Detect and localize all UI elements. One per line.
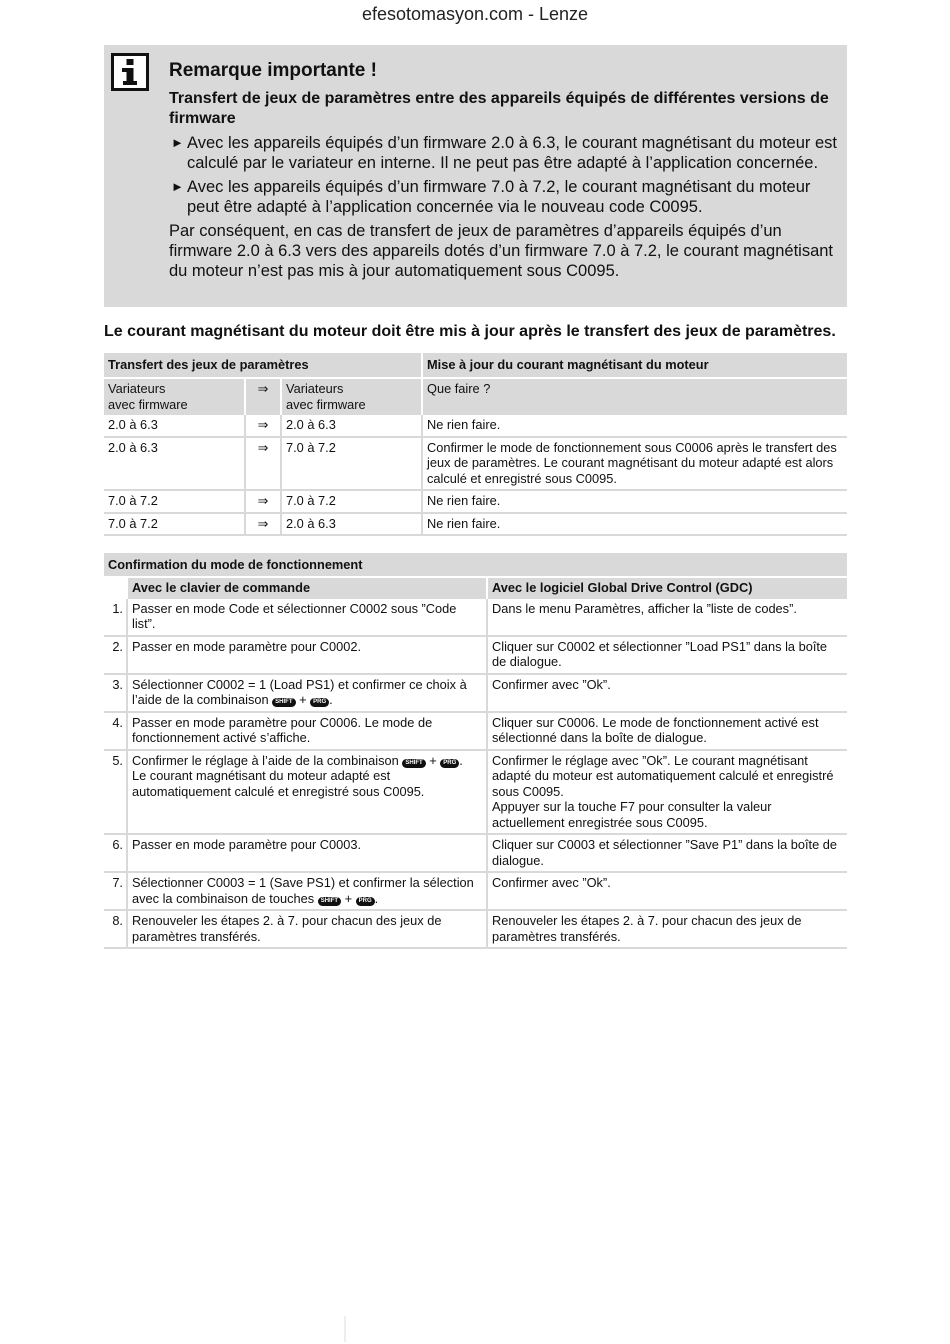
table-row — [104, 911, 847, 949]
step-text: Confirmer le réglage à l’aide de la combinaison — [132, 752, 399, 768]
step-keypad — [128, 751, 488, 836]
arrow-icon: ⇒ — [246, 415, 282, 438]
page-mark — [344, 1316, 346, 1342]
step-keypad: Passer en mode paramètre pour C0003. — [128, 835, 488, 873]
step-number: 3. — [104, 675, 128, 713]
step-number: 5. — [104, 751, 128, 836]
step-gdc: Cliquer sur C0002 et sélectionner ”Load PS1” dans la boîte de dialogue. — [488, 637, 847, 675]
row-from: 2.0 à 6.3 — [104, 415, 246, 438]
step-gdc: Dans le menu Paramètres, afficher la ”liste de codes”. — [488, 599, 847, 637]
note-subtitle: Transfert de jeux de paramètres entre des appareils équipés de différentes versions de firmware — [169, 90, 829, 127]
arrow-icon: ⇒ — [246, 514, 282, 537]
step-keypad: Passer en mode paramètre pour C0002. — [128, 637, 488, 675]
col-keypad: Avec le clavier de commande — [128, 576, 488, 599]
row-action: Confirmer le mode de fonctionnement sous C0006 après le transfert des jeux de paramètres. Le courant magnétisant du moteur adapté est alors calculé et enregistré sous C0095. — [423, 438, 847, 492]
num-header — [104, 576, 128, 599]
table-row — [104, 835, 847, 873]
row-action: Ne rien faire. — [423, 514, 847, 537]
prg-key-icon: PRG — [356, 897, 375, 906]
confirm-title: Confirmation du mode de fonctionnement — [104, 553, 847, 576]
step-gdc-extra: Appuyer sur la touche F7 pour consulter la valeur actuellement enregistrée sous C0095. — [492, 799, 772, 830]
transfer-header-left: Transfert des jeux de paramètres — [104, 353, 423, 377]
table-row — [104, 873, 847, 911]
step-number: 7. — [104, 873, 128, 911]
step-text-end: . — [459, 752, 463, 768]
step-text: Sélectionner C0003 = 1 (Save PS1) et confirmer la sélection avec la combinaison de touches — [132, 875, 474, 906]
important-note — [104, 45, 847, 307]
col-gdc: Avec le logiciel Global Drive Control (GDC) — [488, 576, 847, 599]
table-row — [104, 514, 847, 537]
step-text-end: . — [374, 890, 379, 906]
row-from: 7.0 à 7.2 — [104, 514, 246, 537]
table-row — [104, 415, 847, 438]
sub-what: Que faire ? — [423, 377, 847, 415]
row-to: 2.0 à 6.3 — [282, 514, 423, 537]
step-gdc: Confirmer avec ”Ok”. — [488, 873, 847, 911]
bullet-text: Avec les appareils équipés d’un firmware 7.0 à 7.2, le courant magnétisant du moteur peut être adapté à l’application concernée via le nouveau code C0095. — [187, 178, 811, 216]
table-row — [104, 751, 847, 836]
step-keypad: Passer en mode Code et sélectionner C0002 sous ”Code list”. — [128, 599, 488, 637]
arrow-icon: ⇒ — [246, 377, 282, 415]
note-bullet — [169, 133, 839, 173]
step-number: 1. — [104, 599, 128, 637]
note-paragraph: Par conséquent, en cas de transfert de jeux de paramètres d’appareils équipés d’un firmware 2.0 à 6.3 vers des appareils dotés d’un firmware 7.0 à 7.2, le courant magnétisant du moteur n’est pas mis à jour automatiquement sous C0095. — [169, 222, 834, 280]
plus-sign: + — [344, 890, 353, 906]
step-gdc: Renouveler les étapes 2. à 7. pour chacun des jeux de paramètres transférés. — [488, 911, 847, 949]
row-from: 2.0 à 6.3 — [104, 438, 246, 492]
step-gdc: Cliquer sur C0003 et sélectionner ”Save P1” dans la boîte de dialogue. — [488, 835, 847, 873]
step-gdc-text: Confirmer le réglage avec ”Ok”. Le courant magnétisant adapté du moteur est automatiquement calculé et enregistré sous C0095. — [492, 752, 834, 799]
sub-to: Variateurs avec firmware — [282, 377, 423, 415]
step-keypad: Passer en mode paramètre pour C0006. Le mode de fonctionnement activé s’affiche. — [128, 713, 488, 751]
prg-key-icon: PRG — [310, 698, 329, 707]
step-text-extra: Le courant magnétisant du moteur adapté est automatiquement calculé et enregistré sous C0095. — [132, 768, 425, 799]
table-row — [104, 675, 847, 713]
info-icon — [111, 53, 149, 91]
transfer-header-right: Mise à jour du courant magnétisant du moteur — [423, 353, 847, 377]
note-title: Remarque importante ! — [169, 60, 377, 81]
shift-key-icon: SHIFT — [402, 759, 425, 768]
table-row — [104, 713, 847, 751]
step-keypad: Renouveler les étapes 2. à 7. pour chacun des jeux de paramètres transférés. — [128, 911, 488, 949]
plus-sign: + — [429, 752, 437, 768]
transfer-table — [104, 353, 847, 536]
step-number: 4. — [104, 713, 128, 751]
table-row — [104, 438, 847, 492]
table-row — [104, 637, 847, 675]
step-gdc: Cliquer sur C0006. Le mode de fonctionnement activé est sélectionné dans la boîte de dialogue. — [488, 713, 847, 751]
prg-key-icon: PRG — [440, 759, 459, 768]
row-to: 2.0 à 6.3 — [282, 415, 423, 438]
step-keypad — [128, 675, 488, 713]
shift-key-icon: SHIFT — [272, 698, 295, 707]
statement: Le courant magnétisant du moteur doit être mis à jour après le transfert des jeux de paramètres. — [104, 323, 836, 340]
row-action: Ne rien faire. — [423, 491, 847, 514]
row-to: 7.0 à 7.2 — [282, 491, 423, 514]
confirm-table — [104, 553, 847, 949]
bullet-text: Avec les appareils équipés d’un firmware 2.0 à 6.3, le courant magnétisant du moteur est calculé par le variateur en interne. Il ne peut pas être adapté à l’application concernée. — [187, 134, 837, 172]
row-to: 7.0 à 7.2 — [282, 438, 423, 492]
arrow-icon: ⇒ — [246, 438, 282, 492]
site-header: efesotomasyon.com - Lenze — [361, 4, 589, 24]
row-action: Ne rien faire. — [423, 415, 847, 438]
arrow-icon: ⇒ — [246, 491, 282, 514]
step-text-end: . — [329, 692, 333, 707]
note-bullet — [169, 177, 839, 217]
bullet-triangle-icon: ► — [171, 135, 184, 150]
plus-sign: + — [299, 692, 307, 707]
bullet-triangle-icon: ► — [171, 179, 184, 194]
row-from: 7.0 à 7.2 — [104, 491, 246, 514]
step-number: 2. — [104, 637, 128, 675]
table-row — [104, 599, 847, 637]
sub-from: Variateurs avec firmware — [104, 377, 246, 415]
step-gdc — [488, 751, 847, 836]
step-number: 6. — [104, 835, 128, 873]
step-keypad — [128, 873, 488, 911]
step-text: Sélectionner C0002 = 1 (Load PS1) et confirmer ce choix à l’aide de la combinaison — [132, 676, 467, 707]
shift-key-icon: SHIFT — [318, 897, 341, 906]
table-row — [104, 491, 847, 514]
step-gdc: Confirmer avec ”Ok”. — [488, 675, 847, 713]
step-number: 8. — [104, 911, 128, 949]
